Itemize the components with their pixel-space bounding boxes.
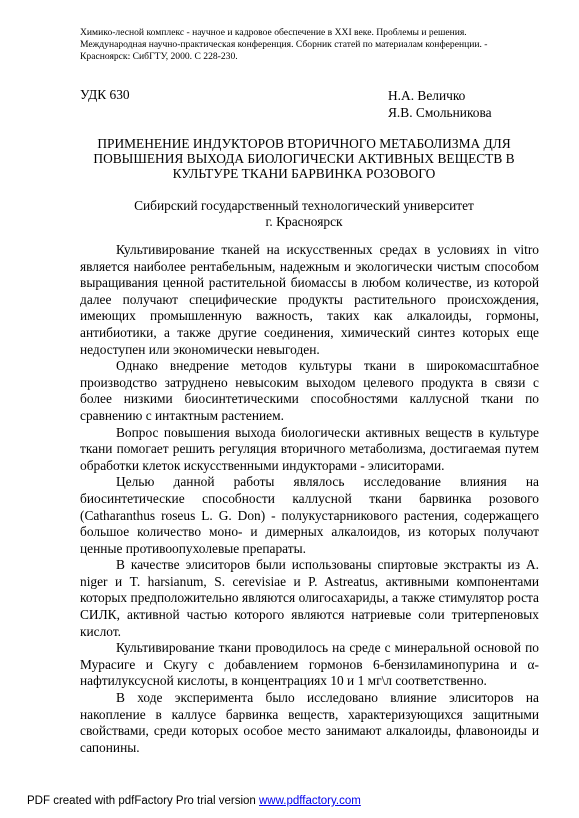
paragraph: В качестве элиситоров были использованы спиртовые экстракты из A. niger и T. harsianum, S. cerevisiae и P. Astreatus, активными компонентами которых предположительно являются олигосахариды, а также стимулятор роста СИЛК, активной частью которого являются натриевые соли тритерпеновых кислот.: [80, 557, 539, 639]
footer-link[interactable]: www.pdffactory.com: [259, 795, 361, 807]
paragraph: Вопрос повышения выхода биологически активных веществ в культуре ткани помогает решить регуляция вторичного метаболизма, достигаемая путем обработки клеток искусственными индукторами - элиситорами.: [80, 424, 539, 473]
paragraph: Культивирование тканей на искусственных средах в условиях in vitro является наиболее рентабельным, надежным и экологически чистым способом выращивания ценной растительной биомассы в любом количестве, из которой далее получают специфические продукты растительного происхождения, имеющих промышленную важность, таких как алкалоиды, гормоны, антибиотики, а также другие соединения, химический синтез которых еще недоступен или экономически невыгоден.: [80, 242, 539, 357]
paragraph: Культивирование ткани проводилось на среде с минеральной основой по Мурасиге и Скугу с добавлением гормонов 6-бензиламинопурина и α-нафтилуксусной кислоты, в концентрациях 10 и 1 мг\л соответственно.: [80, 640, 539, 689]
authors: [388, 87, 492, 121]
affiliation: [80, 198, 528, 230]
title-line-3: КУЛЬТУРЕ ТКАНИ БАРВИНКА РОЗОВОГО: [172, 166, 436, 182]
title-line-2: ПОВЫШЕНИЯ ВЫХОДА БИОЛОГИЧЕСКИ АКТИВНЫХ ВЕЩЕСТВ В: [93, 151, 515, 167]
body-text: [80, 242, 539, 756]
source-line-3: Красноярск: СибГТУ, 2000. С 228-230.: [80, 51, 238, 62]
source-citation: [80, 27, 530, 63]
author-1: Н.А. Величко: [388, 88, 466, 103]
paragraph: В ходе эксперимента было исследовано влияние элиситоров на накопление в каллусе барвинка веществ, характеризующихся защитными свойствами, среди которых особое место занимают алкалоиды, флавоноиды и сапонины.: [80, 690, 539, 755]
paragraph: Однако внедрение методов культуры ткани в широкомасштабное производство затруднено невысоким выходом целевого продукта в связи с более низкими биосинтетическими способностями каллусной ткани по сравнению с интактным растением.: [80, 358, 539, 423]
pdf-footer: [27, 795, 361, 807]
source-line-2: Международная научно-практическая конференция. Сборник статей по материалам конференции. -: [80, 39, 488, 50]
source-line-1: Химико-лесной комплекс - научное и кадровое обеспечение в XXI веке. Проблемы и решения.: [80, 27, 467, 38]
footer-text: PDF created with pdfFactory Pro trial version: [27, 795, 259, 807]
title-line-1: ПРИМЕНЕНИЕ ИНДУКТОРОВ ВТОРИЧНОГО МЕТАБОЛИЗМА ДЛЯ: [97, 136, 511, 151]
institution: Сибирский государственный технологический университет: [134, 198, 474, 213]
city: г. Красноярск: [265, 214, 343, 229]
udk-code: УДК 630: [80, 87, 130, 102]
author-2: Я.В. Смольникова: [388, 105, 492, 120]
paragraph: Целью данной работы являлось исследование влияния на биосинтетические способности каллусной ткани барвинка розового (Catharanthus roseus L. G. Don) - полукустарникового растения, содержащего большое количество моно- и димерных алкалоидов, из которых получают ценные противоопухолевые препараты.: [80, 474, 539, 556]
paper-title: [80, 136, 528, 182]
